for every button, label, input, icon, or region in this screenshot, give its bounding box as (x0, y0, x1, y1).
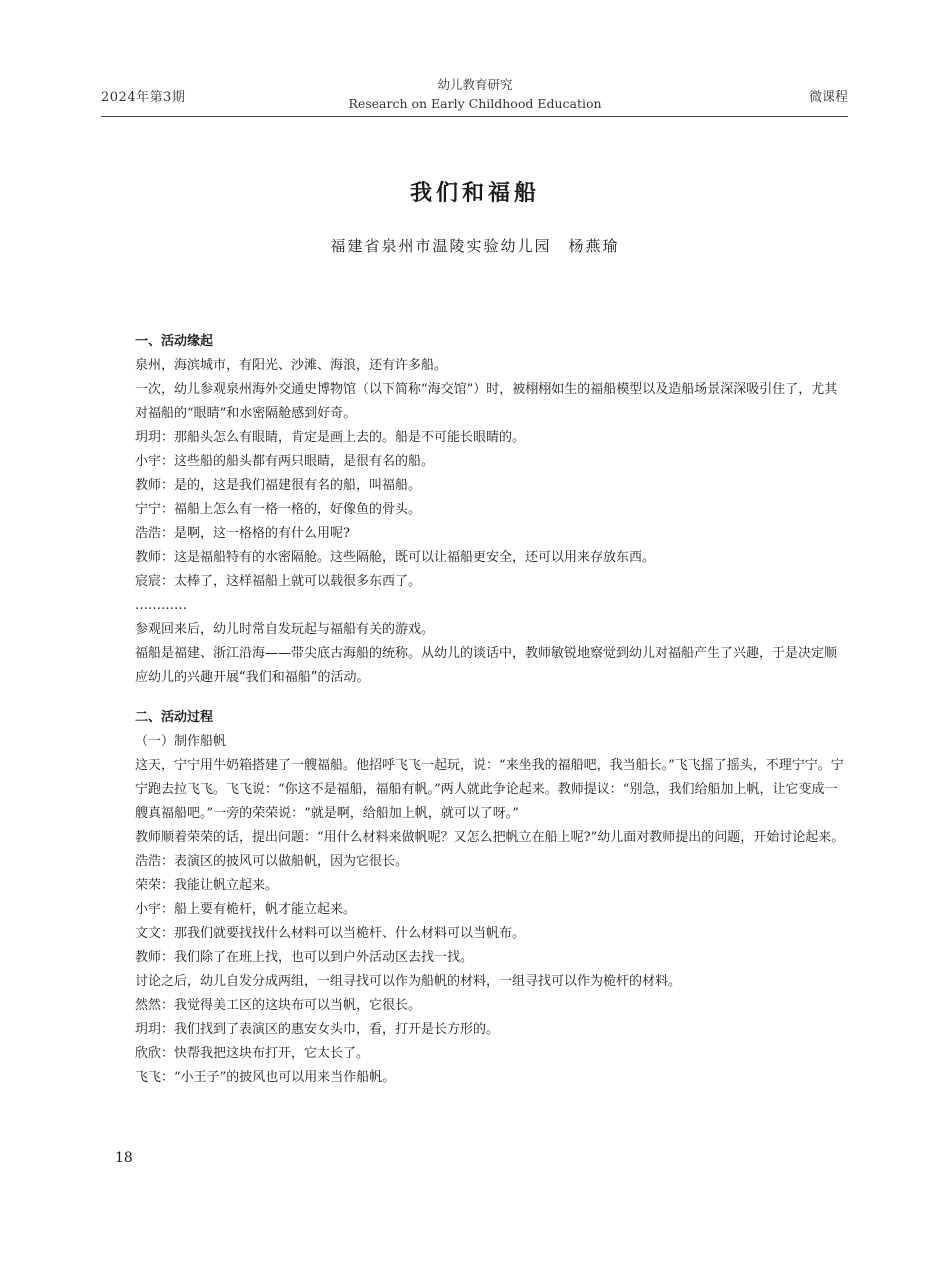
dialog-line: 浩浩：表演区的披风可以做船帆，因为它很长。 (135, 854, 409, 869)
article-author: 福建省泉州市温陵实验幼儿园 杨燕瑜 (330, 237, 620, 255)
page-number: 18 (115, 1150, 133, 1166)
paragraph: 一次，幼儿参观泉州海外交通史博物馆（以下简称“海交馆”）时，被栩栩如生的福船模型以及造船场景深深吸引住了，尤其对福船的“眼睛”和水密隔舱感到好奇。 (135, 382, 838, 421)
dialog-line: 玥玥：那船头怎么有眼睛，肯定是画上去的。船是不可能长眼睛的。 (135, 430, 526, 445)
ellipsis: ………… (135, 598, 187, 613)
article-title: 我们和福船 (409, 180, 540, 206)
header-journal-cn: 幼儿教育研究 (437, 77, 513, 92)
dialog-line: 飞飞：“小王子”的披风也可以用来当作船帆。 (135, 1070, 396, 1085)
paragraph: 泉州，海滨城市，有阳光、沙滩、海浪，还有许多船。 (135, 358, 448, 373)
dialog-line: 然然：我觉得美工区的这块布可以当帆，它很长。 (135, 998, 422, 1013)
paragraph: 这天，宁宁用牛奶箱搭建了一艘福船。他招呼飞飞一起玩，说：“来坐我的福船吧，我当船长。”飞飞摇了摇头，不理宁宁。宁宁跑去拉飞飞。飞飞说：“你这不是福船，福船有帆。”两人就此争论起来。教师提议：“别急，我们给船加上帆，让它变成一艘真福船吧。”一旁的荣荣说：“就是啊，给船加上帆，就可以了呀。” (135, 758, 844, 821)
dialog-line: 教师：是的，这是我们福建很有名的船，叫福船。 (135, 478, 422, 493)
dialog-line: 玥玥：我们找到了表演区的惠安女头巾，看，打开是长方形的。 (135, 1022, 500, 1037)
section-heading: 一、活动缘起 (135, 334, 214, 349)
header-journal-en: Research on Early Childhood Education (348, 96, 602, 111)
header-journal (0, 75, 950, 113)
article-body (135, 330, 848, 1090)
dialog-line: 文文：那我们就要找找什么材料可以当桅杆、什么材料可以当帆布。 (135, 926, 526, 941)
dialog-line: 荣荣：我能让帆立起来。 (135, 878, 279, 893)
header-column: 微课程 (808, 90, 848, 105)
paragraph: 讨论之后，幼儿自发分成两组，一组寻找可以作为船帆的材料，一组寻找可以作为桅杆的材料。 (135, 974, 682, 989)
subsection-heading: （一）制作船帆 (135, 734, 227, 749)
dialog-line: 教师：我们除了在班上找，也可以到户外活动区去找一找。 (135, 950, 474, 965)
dialog-line: 浩浩：是啊，这一格格的有什么用呢? (135, 526, 350, 541)
paragraph: 参观回来后，幼儿时常自发玩起与福船有关的游戏。 (135, 622, 435, 637)
paragraph: 教师顺着荣荣的话，提出问题：“用什么材料来做帆呢？又怎么把帆立在船上呢?”幼儿面对教师提出的问题，开始讨论起来。 (135, 830, 845, 845)
dialog-line: 小宇：船上要有桅杆，帆才能立起来。 (135, 902, 357, 917)
header-divider (101, 116, 848, 117)
dialog-line: 教师：这是福船特有的水密隔舱。这些隔舱，既可以让福船更安全，还可以用来存放东西。 (135, 550, 656, 565)
header-issue: 2024年第3期 (101, 90, 186, 105)
section-heading: 二、活动过程 (135, 710, 214, 725)
dialog-line: 欣欣：快帮我把这块布打开，它太长了。 (135, 1046, 370, 1061)
dialog-line: 宸宸：太棒了，这样福船上就可以载很多东西了。 (135, 574, 422, 589)
dialog-line: 宁宁：福船上怎么有一格一格的，好像鱼的骨头。 (135, 502, 422, 517)
paragraph: 福船是福建、浙江沿海——带尖底古海船的统称。从幼儿的谈话中，教师敏锐地察觉到幼儿对福船产生了兴趣，于是决定顺应幼儿的兴趣开展“我们和福船”的活动。 (135, 646, 838, 685)
dialog-line: 小宇：这些船的船头都有两只眼睛，是很有名的船。 (135, 454, 435, 469)
